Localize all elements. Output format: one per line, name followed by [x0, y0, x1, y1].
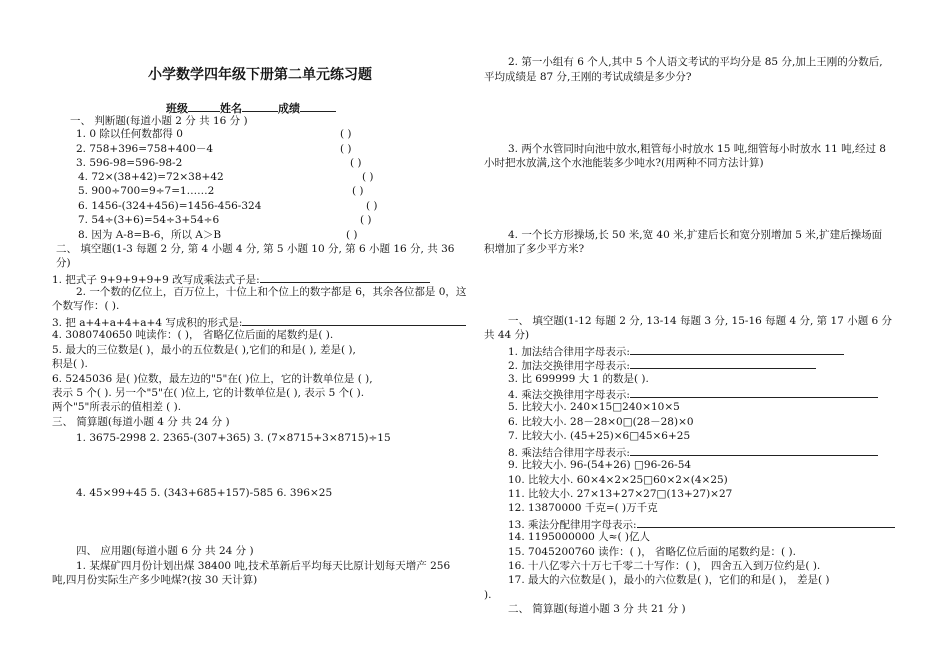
score-label: 成绩: [278, 102, 300, 115]
r-fill-8: [508, 445, 878, 460]
judge-item-4: 4. 72×(38+42)=72×38+42: [78, 171, 224, 183]
r-fill-2: [508, 358, 816, 373]
score-blank[interactable]: [300, 100, 336, 112]
section-2-heading: 二、 填空题(1-3 每题 2 分, 第 4 小题 4 分, 第 5 小题 10 分, 第 6 小题 16 分, 共 36: [56, 243, 455, 255]
app-q2-line2: 平均成绩是 87 分,王刚的考试成绩是多少分?: [484, 71, 692, 83]
judge-paren-5[interactable]: ( ): [352, 185, 364, 197]
r-fill-1-text: 1. 加法结合律用字母表示:: [508, 346, 630, 358]
app-q4-line1: 4. 一个长方形操场,长 50 米,宽 40 米,扩建后长和宽分别增加 5 米,扩建后操场面: [508, 229, 883, 241]
fill-q1: [52, 272, 430, 287]
r-fill-14: 14. 1195000000 人≈( )亿人: [508, 531, 651, 543]
r-fill-7: 7. 比较大小. (45+25)×6□45×6+25: [508, 430, 691, 442]
fill-q3-text: 3. 把 a+4+a+4+a+4 写成积的形式是:: [52, 317, 243, 329]
name-blank[interactable]: [242, 100, 278, 112]
class-label: 班级: [166, 102, 188, 115]
judge-paren-7[interactable]: ( ): [360, 214, 372, 226]
judge-paren-4[interactable]: ( ): [362, 171, 374, 183]
app-q2-line1: 2. 第一小组有 6 个人,其中 5 个人语文考试的平均分是 85 分,加上王刚的分数后,: [508, 56, 883, 68]
r-fill-16: 16. 十八亿零六十万七千零二十写作：( )， 四舍五入到万位约是( ).: [508, 560, 821, 572]
r-section-1-heading-cont: 共 44 分): [484, 329, 530, 341]
fill-q2-line1: 2. 一个数的亿位上，百万位上，十位上和个位上的数字都是 6，其余各位都是 0，这: [76, 286, 467, 298]
judge-item-7: 7. 54÷(3+6)=54÷3+54÷6: [78, 214, 220, 226]
r-fill-13-blank[interactable]: [637, 517, 895, 528]
judge-paren-2[interactable]: ( ): [340, 143, 352, 155]
r-fill-4-text: 4. 乘法交换律用字母表示:: [508, 389, 630, 401]
fill-q6-line1: 6. 5245036 是( )位数，最左边的"5"在( )位上，它的计数单位是 ( ),: [52, 373, 373, 385]
r-fill-1: [508, 344, 844, 359]
judge-item-8: 8. 因为 A-8=B-6，所以 A＞B: [78, 229, 222, 241]
app-q3-line1: 3. 两个水管同时向池中放水,粗管每小时放水 15 吨,细管每小时放水 11 吨,经过 8: [508, 143, 886, 155]
class-blank[interactable]: [188, 100, 220, 112]
section-3-heading: 三、 简算题(每道小题 4 分 共 24 分 ): [52, 416, 230, 428]
fill-q2-line2: 个数写作：( ).: [52, 300, 120, 312]
r-fill-15: 15. 7045200760 读作：( )， 省略亿位后面的尾数约是：( ).: [508, 546, 796, 558]
r-fill-13: [508, 517, 895, 532]
judge-item-6: 6. 1456-(324+456)=1456-456-324: [78, 200, 262, 212]
calc-row-1: 1. 3675-2998 2. 2365-(307+365) 3. (7×8715+3×8715)÷15: [76, 432, 391, 444]
fill-q6-line3: 两个"5"所表示的值相差 ( ).: [52, 401, 182, 413]
name-label: 姓名: [220, 102, 242, 115]
judge-paren-6[interactable]: ( ): [366, 200, 378, 212]
app-q3-line2: 小时把水放满,这个水池能装多少吨水?(用两种不同方法计算): [484, 157, 764, 169]
r-fill-11: 11. 比较大小. 27×13+27×27□(13+27)×27: [508, 488, 733, 500]
app-q4-line2: 积增加了多少平方米?: [484, 243, 585, 255]
r-fill-4-blank[interactable]: [630, 387, 878, 398]
judge-item-5: 5. 900÷700=9÷7=1……2: [78, 185, 215, 197]
r-section-1-heading: 一、 填空题(1-12 每题 2 分, 13-14 每题 3 分, 15-16 每题 4 分, 第 17 小题 6 分: [508, 315, 893, 327]
r-fill-4: [508, 387, 878, 402]
r-fill-8-blank[interactable]: [630, 445, 878, 456]
section-2-heading-cont: 分): [56, 257, 71, 269]
fill-q1-blank[interactable]: [260, 272, 430, 283]
judge-item-3: 3. 596-98=596-98-2: [76, 157, 183, 169]
section-4-heading: 四、 应用题(每道小题 6 分 共 24 分 ): [76, 545, 254, 557]
r-fill-13-text: 13. 乘法分配律用字母表示:: [508, 519, 637, 531]
calc-row-2: 4. 45×99+45 5. (343+685+157)-585 6. 396×25: [76, 487, 333, 499]
r-fill-12: 12. 13870000 千克=( )万千克: [508, 502, 658, 514]
fill-q3-blank[interactable]: [242, 315, 466, 326]
judge-paren-3[interactable]: ( ): [350, 157, 362, 169]
r-fill-10: 10. 比较大小. 60×4×2×25□60×2×(4×25): [508, 474, 728, 486]
fill-q6-line2: 表示 5 个( ). 另一个"5"在( )位上, 它的计数单位是( ), 表示 5 个( ).: [52, 387, 365, 399]
page-title: 小学数学四年级下册第二单元练习题: [148, 67, 372, 83]
r-fill-17: 17. 最大的六位数是( )，最小的六位数是( )，它们的和是( )， 差是( ): [508, 574, 830, 586]
judge-item-1: 1. 0 除以任何数都得 0: [76, 128, 183, 140]
r-fill-17-cont: ).: [484, 589, 492, 601]
judge-paren-8[interactable]: ( ): [346, 229, 358, 241]
fill-q4: 4. 3080740650 吨读作：( )， 省略亿位后面的尾数约是( ).: [52, 329, 334, 341]
r-fill-8-text: 8. 乘法结合律用字母表示:: [508, 447, 630, 459]
r-section-2-heading: 二、 简算题(每道小题 3 分 共 21 分 ): [508, 603, 686, 615]
fill-q3: [52, 315, 466, 330]
section-1-heading: 一、 判断题(每道小题 2 分 共 16 分 ): [70, 115, 248, 127]
fill-q5-line2: 积是( ).: [52, 358, 88, 370]
r-fill-1-blank[interactable]: [630, 344, 844, 355]
r-fill-9: 9. 比较大小. 96-(54+26) □96-26-54: [508, 459, 692, 471]
student-info: [166, 100, 336, 116]
r-fill-2-text: 2. 加法交换律用字母表示:: [508, 360, 630, 372]
judge-item-2: 2. 758+396=758+400－4: [76, 143, 214, 155]
r-fill-3: 3. 比 699999 大 1 的数是( ).: [508, 373, 649, 385]
r-fill-2-blank[interactable]: [630, 358, 816, 369]
app-q1-line2: 吨,四月份实际生产多少吨煤?(按 30 天计算): [52, 574, 258, 586]
fill-q5-line1: 5. 最大的三位数是( )，最小的五位数是( ),它们的和是( ), 差是( ),: [52, 344, 356, 356]
app-q1-line1: 1. 某煤矿四月份计划出煤 38400 吨,技术革新后平均每天比原计划每天增产 256: [76, 560, 451, 572]
r-fill-6: 6. 比较大小. 28－28×0□(28－28)×0: [508, 416, 694, 428]
judge-paren-1[interactable]: ( ): [340, 128, 352, 140]
r-fill-5: 5. 比较大小. 240×15□240×10×5: [508, 401, 680, 413]
fill-q1-text: 1. 把式子 9+9+9+9+9 改写成乘法式子是:: [52, 274, 260, 286]
